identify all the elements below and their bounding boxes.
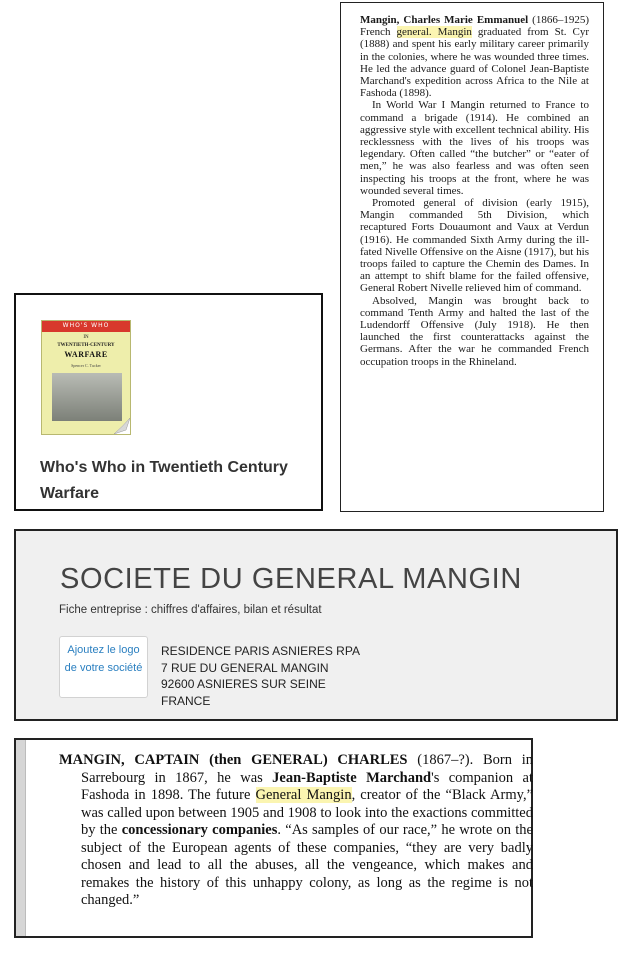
company-name: SOCIETE DU GENERAL MANGIN xyxy=(60,563,522,595)
company-address xyxy=(161,643,360,709)
company-panel xyxy=(14,529,618,721)
entry-highlight: general. Mangin xyxy=(396,26,472,39)
entry-paragraph-3: Promoted general of division (early 1915), Mangin commanded 5th Division, which recaptured Forts Douaumont and Vaux at Verdun (1916). He commanded Sixth Army during the ill-fated Nivelle Offensive on the Aisne (1917), but his troops failed to capture the Chemin des Dames. In an attempt to shift blame for the failed offensive, General Robert Nivelle relieved him of command. xyxy=(360,197,589,295)
cover-top-line: IN xyxy=(83,335,89,340)
cover-title-line1: TWENTIETH-CENTURY xyxy=(57,343,115,348)
dictionary-text-2: 's companion at Fashoda in 1898. The future xyxy=(81,769,533,803)
dictionary-text-1: Born in Sarrebourg in 1867, he was xyxy=(81,752,534,786)
entry-paragraph-1 xyxy=(360,14,589,99)
book-title-link[interactable]: Who's Who in Twentieth Century Warfare xyxy=(40,459,288,502)
entry-headword: Mangin, Charles Marie Emmanuel xyxy=(360,14,529,26)
address-line-4: FRANCE xyxy=(161,693,211,708)
entry-dates: (1866–1925) French xyxy=(360,14,589,39)
cover-photo xyxy=(52,373,122,421)
dictionary-sidebar xyxy=(16,740,26,936)
entry-paragraph-1-text: graduated from St. Cyr (1888) and spent his early military career primarily in the colonies, where he was wounded three times. He led the advance guard of Colonel Jean-Baptiste Marchand's expedition across Africa to the Nile at Fashoda (1898). xyxy=(360,26,589,100)
company-subtitle: Fiche entreprise : chiffres d'affaires, bilan et résultat xyxy=(59,604,322,616)
cover-author: Spencer C. Tucker xyxy=(71,363,101,368)
address-line-2: 7 RUE DU GENERAL MANGIN xyxy=(161,660,329,675)
dictionary-bold-marchand: Jean-Baptiste Marchand xyxy=(272,769,432,786)
dictionary-entry xyxy=(14,738,533,938)
entry-paragraph-2: In World War I Mangin returned to France to command a brigade (1914). He combined an aggressive style with excellent technical ability. His recklessness with the lives of his troops was legendary. Often called “the butcher” or “eater of men,” he was also fearless and was often seen inspecting his troops at the front, where he was wounded several times. xyxy=(360,99,589,197)
page-curl-icon xyxy=(114,418,130,434)
dictionary-headword-dates: (1867–?). xyxy=(407,752,483,768)
cover-band-text: WHO'S WHO xyxy=(62,322,110,329)
dictionary-text-4: . “As samples of our race,” he wrote on the subject of the European agents of these companies, “they are very badly chosen and lead to all the abuses, all the vengeance, which makes and remakes the history of this unhappy colony, as long as the regime is not changed.” xyxy=(81,822,533,908)
dictionary-text xyxy=(59,752,533,910)
entry-paragraph-4: Absolved, Mangin was brought back to command Tenth Army and halted the last of the Ludendorff Offensive (July 1918). He then launched the first counterattacks against the Germans. After the war he commanded French occupation troops in the Rhineland. xyxy=(360,294,589,368)
dictionary-text-3: , creator of the “Black Army,” was called upon between 1905 and 1908 to look into the exactions committed by the xyxy=(81,787,533,838)
encyclopedia-entry xyxy=(340,2,604,512)
add-logo-button[interactable]: Ajoutez le logo de votre société xyxy=(59,636,148,698)
address-line-3: 92600 ASNIERES SUR SEINE xyxy=(161,677,326,691)
address-line-1: RESIDENCE PARIS ASNIERES RPA xyxy=(161,644,360,658)
cover-title-line2: WARFARE xyxy=(64,350,108,359)
dictionary-headword: MANGIN, CAPTAIN (then GENERAL) CHARLES xyxy=(59,752,408,768)
dictionary-bold-companies: concessionary companies xyxy=(121,822,278,838)
book-card[interactable] xyxy=(14,293,323,511)
dictionary-highlight: General Mangin xyxy=(255,787,352,803)
book-cover-image[interactable] xyxy=(41,320,131,435)
